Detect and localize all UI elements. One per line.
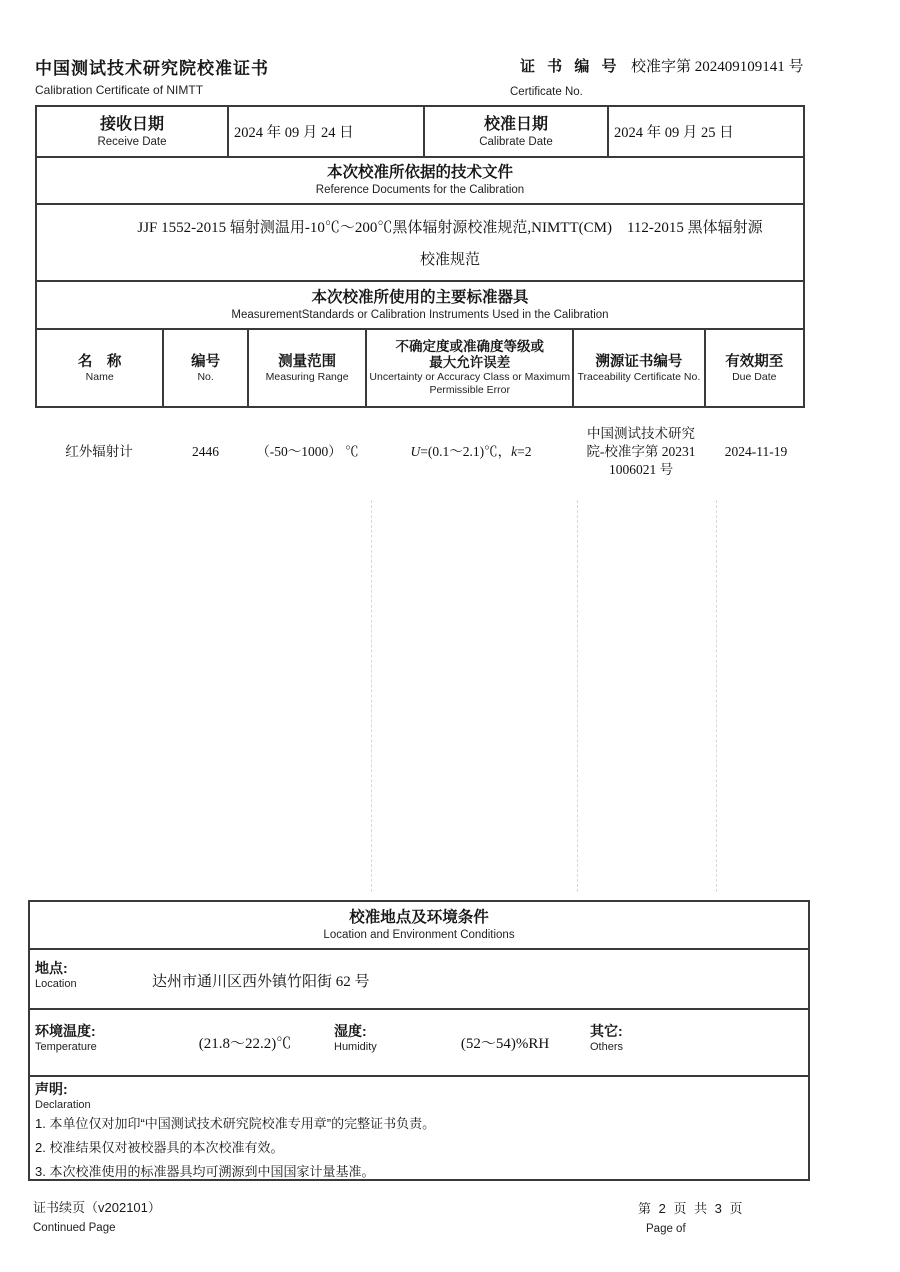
standards-table-header [35,328,805,408]
col-header-name-cn: 名 称 [77,353,122,370]
reference-body-box [35,203,805,282]
humidity-value: (52～54)%RH [460,1036,550,1052]
others-label: 其它: [590,1023,623,1039]
col-header-traceability-cn: 溯源证书编号 [595,353,683,370]
scan-artifact-line [371,500,372,892]
location-label: 地点: [35,960,68,976]
certificate-number-label-en: Certificate No. [510,86,583,98]
col-header-traceability [574,330,705,406]
certificate-number [520,55,803,76]
location-env-title: 校准地点及环境条件 [349,908,489,926]
instrument-due-date: 2024-11-19 [724,444,788,459]
col-header-no-cn: 编号 [191,353,221,370]
col-header-no-en: No. [197,370,214,383]
col-header-name-en: Name [85,370,114,383]
declaration-item-2: 2. 校准结果仅对被校器具的本次校准有效。 [35,1140,284,1155]
temperature-label-block [35,1022,97,1054]
col-header-name [37,330,164,406]
footer-left-label-en: Continued Page [33,1222,116,1234]
page-number: 第 2 页 共 3 页 [638,1201,745,1216]
calibrate-date-value: 2024 年 09 月 25 日 [614,125,734,141]
certificate-number-value: 校准字第 202409109141 号 [630,59,804,75]
receive-date-label-cell [37,107,229,156]
traceability-line1: 中国测试技术研究 [587,426,695,441]
reference-line1: JJF 1552-2015 辐射测温用-10℃～200℃黑体辐射源校准规范,NIMTT(CM) 112-2015 黑体辐射源 [137,220,763,236]
receive-date-value-cell [229,107,425,156]
declaration-label: 声明: [35,1081,68,1097]
col-header-uncertainty-cn2: 最大允许误差 [429,355,511,370]
declaration-item-1: 1. 本单位仅对加印“中国测试技术研究院校准专用章”的完整证书负责。 [35,1116,436,1131]
location-env-header [30,902,808,950]
col-header-due-date [706,330,803,406]
instrument-no: 2446 [192,444,219,459]
page-title-en: Calibration Certificate of NIMTT [35,83,204,97]
page-number-en: Page of [646,1223,686,1235]
uncertainty-k-symbol: k [511,444,518,459]
temperature-value: (21.8～22.2)℃ [198,1036,292,1052]
instrument-uncertainty [367,412,575,492]
col-header-range-cn: 测量范围 [278,353,337,370]
others-label-block [590,1022,623,1054]
declaration-block [30,1077,808,1179]
location-label-block [35,959,77,991]
col-header-due-date-cn: 有效期至 [725,353,784,370]
reference-line2: 校准规范 [419,252,480,268]
col-header-range-en: Measuring Range [265,370,349,383]
dates-table [35,105,805,158]
page-title: 中国测试技术研究院校准证书 [35,59,269,78]
col-header-due-date-en: Due Date [732,370,777,383]
col-header-uncertainty [367,330,574,406]
temperature-label-en: Temperature [35,1041,97,1053]
humidity-label: 湿度: [334,1023,367,1039]
traceability-line3: 1006021 号 [608,462,674,477]
humidity-label-block [334,1022,377,1054]
traceability-line2: 院-校准字第 20231 [586,444,696,459]
location-value: 达州市通川区西外镇竹阳街 62 号 [152,974,370,990]
col-header-traceability-en: Traceability Certificate No. [577,370,701,383]
col-header-no [164,330,249,406]
col-header-uncertainty-cn1: 不确定度或准确度等级或 [395,339,545,354]
traceability-cert-no [575,412,707,492]
scan-artifact-line [577,500,578,892]
others-label-en: Others [590,1041,624,1053]
temperature-label: 环境温度: [35,1023,96,1039]
declaration-label-en: Declaration [35,1099,91,1111]
calibrate-date-label: 校准日期 [483,115,548,133]
instrument-name: 红外辐射计 [65,444,133,459]
instrument-range: （-50～1000） ℃ [256,444,359,459]
reference-title: 本次校准所依据的技术文件 [326,164,513,181]
calibrate-date-label-en: Calibrate Date [479,135,553,148]
standards-title: 本次校准所使用的主要标准器具 [311,288,529,306]
receive-date-label: 接收日期 [99,115,164,133]
humidity-label-en: Humidity [334,1041,377,1053]
calibrate-date-value-cell [609,107,803,156]
uncertainty-mid: =(0.1～2.1)℃， [420,444,512,459]
standards-title-en: MeasurementStandards or Calibration Instruments Used in the Calibration [231,308,609,321]
environment-row [30,1010,808,1077]
calibrate-date-label-cell [425,107,609,156]
footer-left-label: 证书续页（v202101） [33,1200,161,1215]
col-header-uncertainty-en: Uncertainty or Accuracy Class or Maximum Permissible Error [369,371,571,396]
location-row [30,950,808,1010]
col-header-range [249,330,367,406]
uncertainty-u-symbol: U [410,444,421,459]
standards-data-row [35,412,805,492]
location-label-en: Location [35,978,77,990]
scan-artifact-line [716,500,717,892]
certificate-number-label: 证 书 编 号 [520,58,621,75]
uncertainty-tail: =2 [517,444,532,459]
receive-date-label-en: Receive Date [97,135,167,148]
location-env-title-en: Location and Environment Conditions [323,928,515,941]
location-env-table [28,900,810,1181]
standards-section-header [35,280,805,330]
receive-date-value: 2024 年 09 月 24 日 [233,125,354,141]
declaration-item-3: 3. 本次校准使用的标准器具均可溯源到中国国家计量基准。 [35,1164,375,1179]
reference-title-en: Reference Documents for the Calibration [315,184,525,196]
reference-section-header [35,156,805,205]
